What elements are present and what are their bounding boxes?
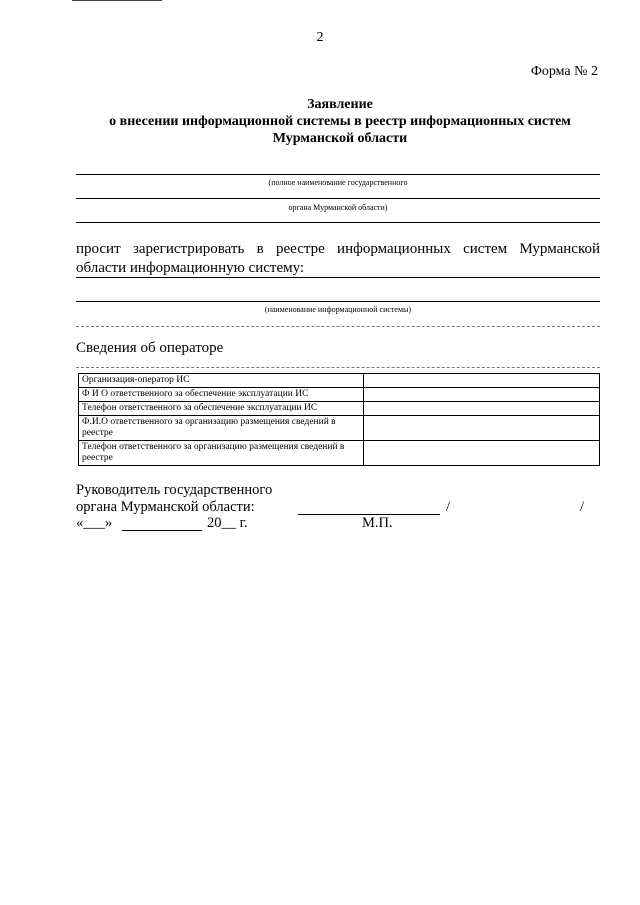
org-name-line-3[interactable] bbox=[76, 222, 600, 223]
org-name-line-2[interactable] bbox=[76, 198, 600, 199]
title-line-3: Мурманской области bbox=[272, 131, 408, 146]
system-name-caption: (наименование информационной системы) bbox=[264, 305, 412, 314]
operator-section-title: Сведения об операторе bbox=[76, 340, 224, 356]
table-row bbox=[79, 402, 600, 416]
top-edge-marks bbox=[72, 0, 162, 3]
org-name-caption-1: (полное наименование государственного bbox=[268, 178, 408, 187]
operator-section-divider bbox=[76, 367, 600, 368]
table-cell-value[interactable] bbox=[364, 402, 600, 416]
org-name-caption-2: органа Мурманской области) bbox=[288, 203, 388, 212]
system-name-line-3[interactable] bbox=[76, 326, 600, 327]
system-name-line-2[interactable] bbox=[76, 301, 600, 302]
org-name-line-1[interactable] bbox=[76, 174, 600, 175]
table-row bbox=[79, 374, 600, 388]
table-row bbox=[79, 441, 600, 466]
table-cell-label: Ф.И.О ответственного за организацию размещения сведений в реестре bbox=[79, 416, 364, 441]
head-title-line-2: органа Мурманской области: bbox=[76, 499, 255, 515]
table-row bbox=[79, 416, 600, 441]
table-cell-label: Ф И О ответственного за обеспечение эксплуатации ИС bbox=[79, 388, 364, 402]
system-name-line-1[interactable] bbox=[76, 277, 600, 278]
signature-slash-1: / bbox=[446, 499, 451, 515]
operator-table bbox=[78, 373, 600, 466]
title-line-2: о внесении информационной системы в реестр информационных систем bbox=[109, 114, 571, 129]
title-line-1: Заявление bbox=[307, 97, 373, 112]
table-row bbox=[79, 388, 600, 402]
form-number: Форма № 2 bbox=[530, 64, 598, 79]
table-cell-value[interactable] bbox=[364, 416, 600, 441]
document-title bbox=[40, 96, 640, 147]
table-cell-label: Телефон ответственного за организацию размещения сведений в реестре bbox=[79, 441, 364, 466]
table-cell-value[interactable] bbox=[364, 374, 600, 388]
date-day[interactable]: «___» bbox=[76, 515, 113, 531]
table-cell-label: Организация-оператор ИС bbox=[79, 374, 364, 388]
date-month-line[interactable] bbox=[122, 530, 202, 531]
table-cell-value[interactable] bbox=[364, 441, 600, 466]
table-cell-label: Телефон ответственного за обеспечение эксплуатации ИС bbox=[79, 402, 364, 416]
signature-slash-2: / bbox=[580, 499, 585, 515]
table-cell-value[interactable] bbox=[364, 388, 600, 402]
stamp-place: М.П. bbox=[362, 515, 393, 531]
page-number: 2 bbox=[316, 30, 324, 45]
head-title-line-1: Руководитель государственного bbox=[76, 482, 273, 498]
request-paragraph: просит зарегистрировать в реестре информационных систем Мурманской области информационную систему: bbox=[76, 241, 600, 276]
date-year: 20__ г. bbox=[207, 515, 248, 531]
